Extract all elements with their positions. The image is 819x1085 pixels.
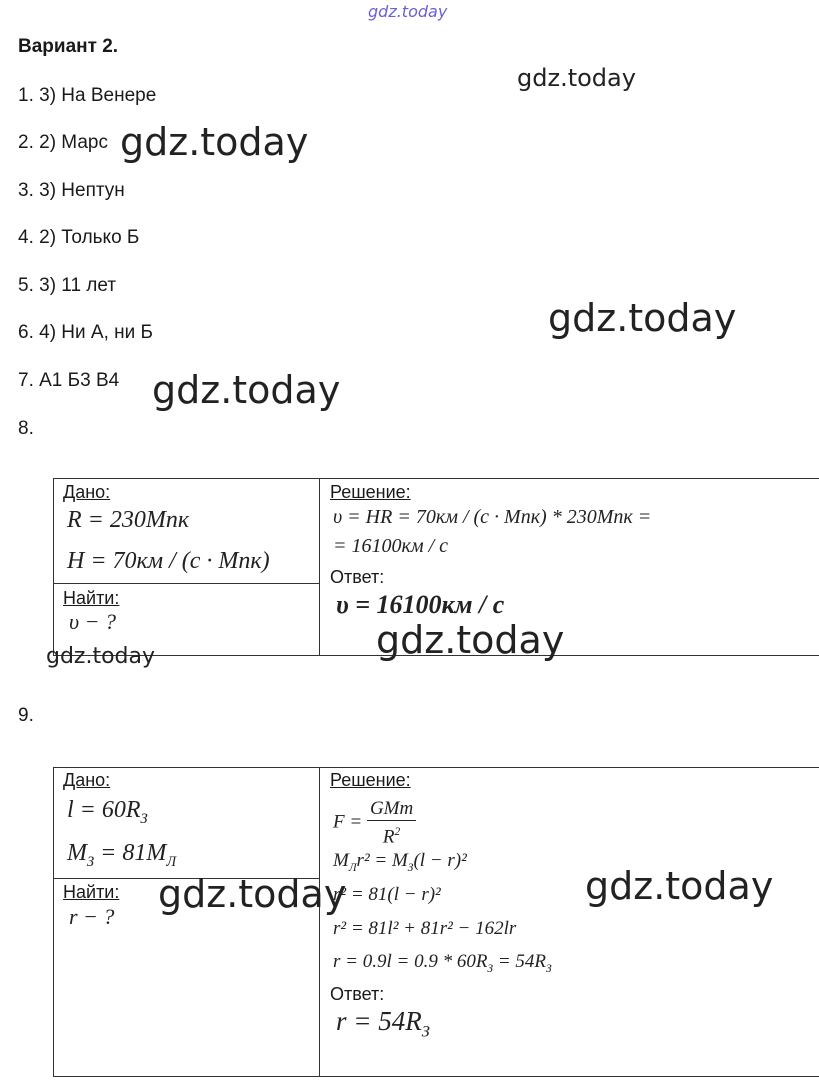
problem-9-number: 9. bbox=[18, 705, 34, 726]
answer-6: 6. 4) Ни А, ни Б bbox=[18, 322, 153, 343]
watermark-top: gdz.today bbox=[368, 2, 448, 21]
given-hubble: H = 70км / (c · Mпк) bbox=[67, 548, 270, 574]
find-value: υ − ? bbox=[69, 609, 116, 634]
solution-line-2: = 16100км / c bbox=[333, 535, 449, 557]
answer-7: 7. А1 Б3 В4 bbox=[18, 370, 120, 391]
answer-2: 2. 2) Марс bbox=[18, 132, 108, 153]
watermark: gdz.today bbox=[120, 120, 309, 164]
find-label: Найти: bbox=[63, 588, 120, 608]
watermark: gdz.today bbox=[152, 368, 341, 412]
watermark: gdz.today bbox=[46, 644, 156, 669]
table-divider bbox=[319, 478, 320, 655]
table-divider bbox=[319, 767, 320, 1076]
given-mass-ratio: $M_З = 81M_Л$ bbox=[67, 840, 177, 870]
solution-line-2: r² = 81(l − r)² bbox=[333, 884, 441, 905]
watermark: gdz.today bbox=[517, 64, 636, 92]
given-label: Дано: bbox=[63, 482, 111, 502]
answer-3: 3. 3) Нептун bbox=[18, 180, 125, 201]
given-radius: R = 230Mпк bbox=[67, 507, 190, 533]
watermark: gdz.today bbox=[158, 872, 347, 916]
problem-8-number: 8. bbox=[18, 418, 34, 439]
variant-heading: Вариант 2. bbox=[18, 36, 119, 57]
solution-line-1: υ = HR = 70км / (c · Mпк) * 230Mпк = bbox=[333, 506, 652, 528]
watermark: gdz.today bbox=[585, 864, 774, 908]
answer-value: υ = 16100км / c bbox=[336, 590, 505, 619]
answer-label: Ответ: bbox=[330, 984, 385, 1004]
table-divider bbox=[53, 583, 319, 584]
given-label: Дано: bbox=[63, 770, 111, 790]
find-value: r − ? bbox=[69, 904, 115, 929]
answer-value: $r = 54R_З$ bbox=[336, 1006, 430, 1041]
answer-1: 1. 3) На Венере bbox=[18, 85, 157, 106]
watermark: gdz.today bbox=[548, 296, 737, 340]
answer-label: Ответ: bbox=[330, 567, 385, 587]
solution-line-4: $r = 0.9l = 0.9 * 60R_З = 54R_З$ bbox=[333, 951, 552, 975]
gravity-formula: F = $\frac{\text{GMm}}{R^2}$ bbox=[333, 798, 416, 848]
find-label: Найти: bbox=[63, 882, 120, 902]
answer-4: 4. 2) Только Б bbox=[18, 227, 140, 248]
answer-5: 5. 3) 11 лет bbox=[18, 275, 117, 296]
solution-line-1: $M_Лr^2 = M_З(l - r)^2$ bbox=[333, 850, 467, 874]
solution-label: Решение: bbox=[330, 770, 411, 790]
given-distance: $l = 60R_З$ bbox=[67, 797, 148, 827]
solution-label: Решение: bbox=[330, 482, 411, 502]
watermark: gdz.today bbox=[376, 618, 565, 662]
solution-line-3: r² = 81l² + 81r² − 162lr bbox=[333, 918, 517, 939]
